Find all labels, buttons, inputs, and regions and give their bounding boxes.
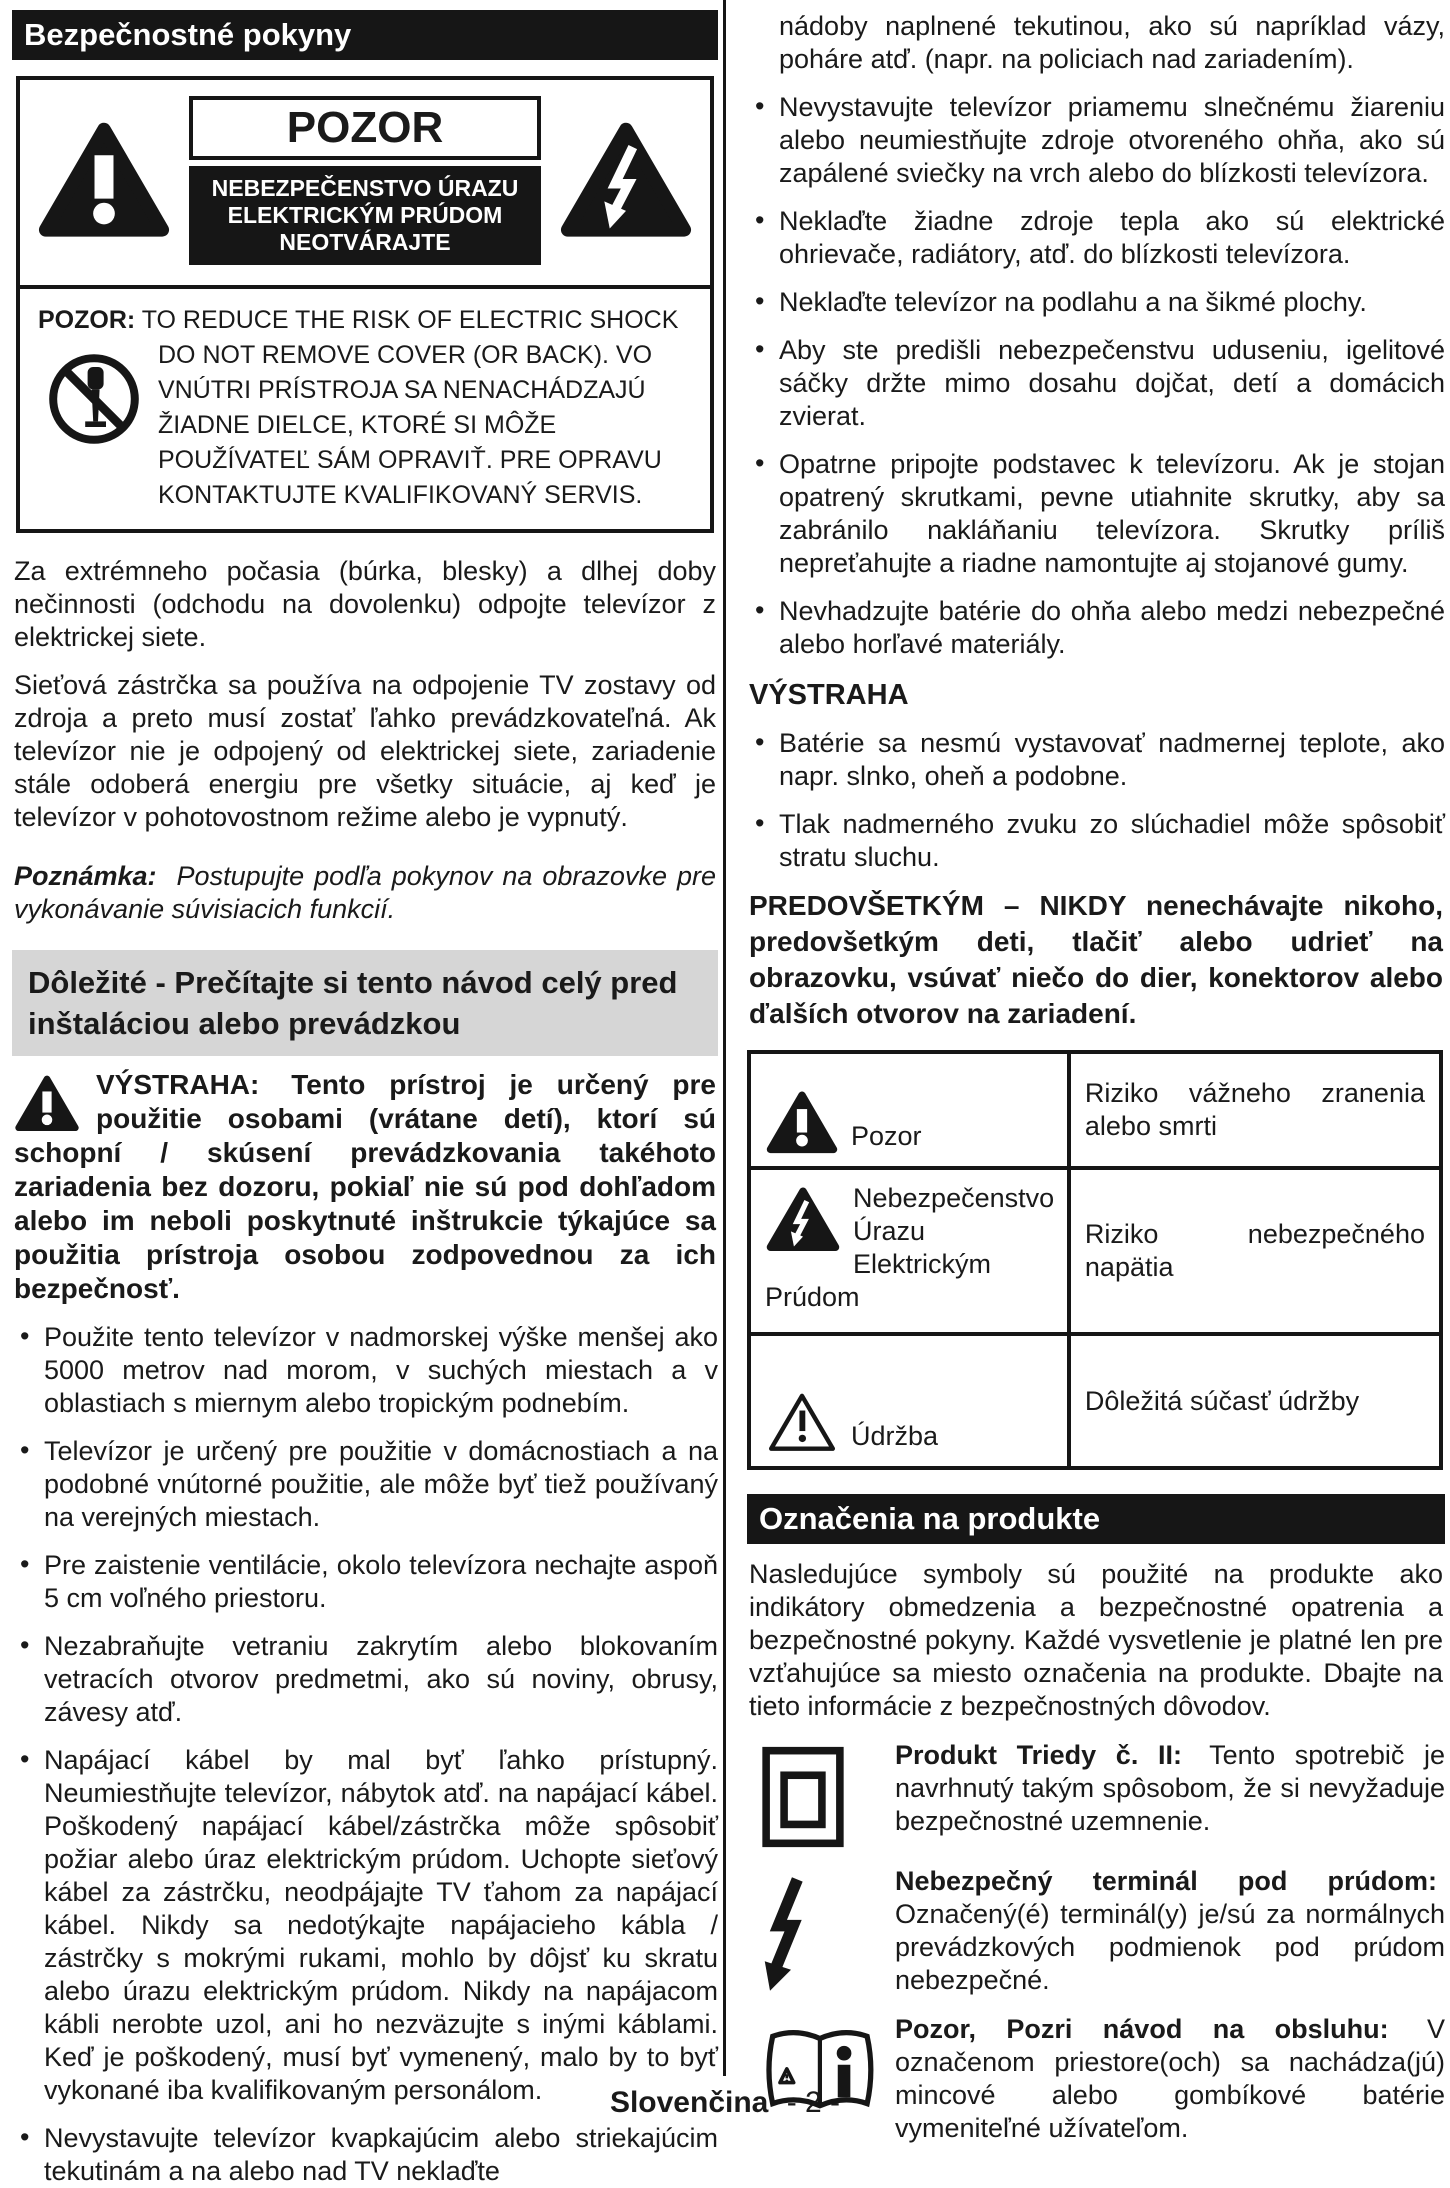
- exclamation-triangle-icon: [34, 120, 174, 242]
- section-title-markings: [747, 1494, 1445, 1544]
- paragraph-weather: Za extrémneho počasia (búrka, blesky) a dlhej doby nečinnosti (odchodu na dovolenku) odpojte televízor z elektrickej siete.: [14, 556, 716, 652]
- section-title-safety: [12, 10, 718, 60]
- list-item: • Batérie sa nesmú vystavovať nadmernej teplote, ako napr. slnko, oheň a podobne.: [747, 727, 1445, 793]
- product-symbol-row: [747, 1739, 1445, 1849]
- list-item: • Pre zaistenie ventilácie, okolo televízora nechajte aspoň 5 cm voľného priestoru.: [12, 1549, 718, 1615]
- class-ii-icon: [759, 1745, 847, 1849]
- electric-shock-warning-box: [16, 76, 714, 533]
- table-row: [751, 1170, 1439, 1336]
- danger-line: ELEKTRICKÝM PRÚDOM: [227, 202, 503, 228]
- table-cell-symbol: [751, 1336, 1071, 1466]
- note-paragraph: [14, 860, 716, 926]
- paragraph-mains-plug: Sieťová zástrčka sa používa na odpojenie TV zostavy od zdroja a preto musí zostať ľahko prevádzkovateľná. Ak televízor nie je odpojený od elektrickej siete, zariadenie stále odoberá energiu pre všetky situácie, aj keď je televízor v pohotovostnom režime alebo je vypnutý.: [14, 670, 716, 832]
- list-item: • Nezabraňujte vetraniu zakrytím alebo blokovaním vetracích otvorov predmetmi, ako sú noviny, obrusy, závesy atď.: [12, 1630, 718, 1729]
- list-item: • Nevystavujte televízor priamemu slnečnému žiareniu alebo neumiestňujte zdroje otvoreného ohňa, ako sú zapálené sviečky na vrch alebo do blízkosti televízora.: [747, 91, 1445, 190]
- caution-text: TO REDUCE THE RISK OF ELECTRIC SHOCK DO NOT REMOVE COVER (OR BACK). VO VNÚTRI PRÍSTROJA SA NENACHÁDZAJÚ ŽIADNE DIELCE, KTORÉ SI MÔŽE POUŽÍVATEĽ SÁM OPRAVIŤ. PRE OPRAVU KONTAKTUJTE KVALIFIKOVANÝ SERVIS.: [141, 306, 679, 509]
- emphasis-paragraph: PREDOVŠETKÝM – NIKDY nenechávajte nikoho, predovšetkým deti, tlačiť alebo udrieť na obrazovku, vsúvať niečo do dier, konektorov alebo ďalších otvorov na zariadení.: [749, 890, 1443, 1029]
- caution-label: POZOR:: [38, 306, 136, 334]
- warning-box-header: [20, 80, 710, 289]
- hazardous-live-terminal-icon: [759, 1871, 823, 1997]
- caution-triangle-icon: [765, 1090, 839, 1156]
- table-description-text: Riziko nebezpečného napätia: [1084, 1219, 1425, 1282]
- table-cell-symbol: [751, 1054, 1071, 1166]
- warning-text: Tento prístroj je určený pre použitie osobami (vrátane detí), ktorí sú schopní / skúsení prevádzkovania takéhoto zariadenia bez dozoru, pokiaľ nie sú pod dohľadom alebo im neboli poskytnuté inštrukcie týkajúce sa použitia prístroja osobou zodpovednou za ich bezpečnosť.: [14, 1069, 717, 1304]
- important-heading: Dôležité - Prečítajte si tento návod celý pred inštaláciou alebo prevádzkou: [12, 950, 718, 1056]
- symbol-label: Produkt Triedy č. II:: [895, 1740, 1182, 1770]
- list-item: • Opatrne pripojte podstavec k televízoru. Ak je stojan opatrený skrutkami, pevne utiahnite skrutky, aby sa zabránilo nakláňaniu televízora. Skrutky príliš nepreťahujte a riadne namontujte aj stojanové gumy.: [747, 448, 1445, 580]
- product-symbol-text: [895, 1865, 1445, 1997]
- no-user-serviceable-parts-icon: [46, 351, 142, 447]
- warning-box-center: [189, 96, 541, 265]
- list-item: • Nevystavujte televízor kvapkajúcim alebo striekajúcim tekutinám a na alebo nad TV neklaďte: [12, 2122, 718, 2188]
- left-column: [12, 10, 718, 2188]
- table-description-text: Dôležitá súčasť údržby: [1084, 1385, 1360, 1416]
- table-symbol-label: Údržba: [851, 1421, 939, 1451]
- right-column: [747, 8, 1445, 2145]
- list-item: • Napájací kábel by mal byť ľahko prístupný. Neumiestňujte televízor, nábytok atď. na napájací kábel. Poškodený napájací kábel/zástrčka môže spôsobiť požiar alebo úraz elektrickým prúdom. Uchopte sieťový kábel za zástrčku, neodpájajte TV ťahom za napájací kábel. Nikdy sa nedotýkajte napájacieho kábla / zástrčky s mokrými rukami, mohlo by dôjsť ku skratu alebo úrazu elektrickým prúdom. Nikdy na napájacom kábli nerobte uzol, ani ho nezväzujte s inými káblami. Keď je poškodený, musí byť vymenený, malo by to byť vykonané iba kvalifikovaným personálom.: [12, 1744, 718, 2107]
- table-symbol-label: Nebezpečenstvo Úrazu Elektrickým Prúdom: [765, 1183, 1055, 1312]
- pozor-title: POZOR: [189, 96, 541, 160]
- maintenance-triangle-icon: [765, 1390, 839, 1456]
- hazard-symbols-table: [747, 1050, 1443, 1470]
- product-symbol-row: [747, 1865, 1445, 1997]
- table-symbol-label: Pozor: [851, 1121, 922, 1151]
- continuation-paragraph: nádoby naplnené tekutinou, ako sú napríklad vázy, poháre atď. (napr. na policiach nad zariadením).: [779, 11, 1445, 74]
- table-cell-symbol: [751, 1170, 1071, 1332]
- warning-paragraph: [14, 1068, 716, 1306]
- symbol-label: Nebezpečný terminál pod prúdom:: [895, 1866, 1437, 1896]
- vystraha-heading: VÝSTRAHA: [749, 679, 909, 711]
- table-description-text: Riziko vážneho zranenia alebo smrti: [1084, 1078, 1425, 1141]
- product-symbol-row: [747, 2013, 1445, 2145]
- danger-label-box: [189, 166, 541, 265]
- table-cell-description: [1071, 1170, 1439, 1332]
- warning-box-caution-text: [20, 289, 710, 529]
- product-symbol-text: [895, 1739, 1445, 1849]
- list-item: • Použite tento televízor v nadmorskej výške menšej ako 5000 metrov nad morom, v suchých miestach a v oblastiach s miernym alebo tropickým podnebím.: [12, 1321, 718, 1420]
- markings-intro-paragraph: Nasledujúce symboly sú použité na produkte ako indikátory obmedzenia a bezpečnostné opatrenia a bezpečnostné pokyny. Každé vysvetlenie je platné len pre vzťahujúce sa miesto označenia na produkte. Dbajte na tieto informácie z bezpečnostných dôvodov.: [749, 1559, 1443, 1721]
- lightning-triangle-icon: [556, 120, 696, 242]
- table-row: [751, 1336, 1439, 1466]
- warning-triangle-icon: [14, 1074, 80, 1134]
- symbol-description: Tento spotrebič je navrhnutý takým spôsobom, že si nevyžaduje bezpečnostné uzemnenie.: [895, 1740, 1445, 1836]
- table-row: [751, 1054, 1439, 1170]
- list-item: • Neklaďte žiadne zdroje tepla ako sú elektrické ohrievače, radiátory, atď. do blízkosti televízora.: [747, 205, 1445, 271]
- section-title-text: Označenia na produkte: [759, 1501, 1101, 1536]
- list-item: • Neklaďte televízor na podlahu a na šikmé plochy.: [747, 286, 1445, 319]
- list-item: • Televízor je určený pre použitie v domácnostiach a na podobné vnútorné použitie, ale môže byť tiež používaný na verejných miestach.: [12, 1435, 718, 1534]
- danger-line: NEBEZPEČENSTVO ÚRAZU: [211, 175, 519, 201]
- symbol-description: Označený(é) terminál(y) je/sú za normálnych prevádzkových podmienok pod prúdom nebezpečné.: [895, 1899, 1445, 1995]
- list-item: • Aby ste predišli nebezpečenstvu uduseniu, igelitové sáčky držte mimo dosahu dojčat, detí a domácich zvierat.: [747, 334, 1445, 433]
- list-item: • Tlak nadmerného zvuku zo slúchadiel môže spôsobiť stratu sluchu.: [747, 808, 1445, 874]
- warning-label: VÝSTRAHA:: [96, 1069, 260, 1100]
- list-item: • Nevhadzujte batérie do ohňa alebo medzi nebezpečné alebo horľavé materiály.: [747, 595, 1445, 661]
- page-footer: [0, 2086, 1450, 2120]
- footer-page-number: - 2 -: [786, 2086, 841, 2119]
- footer-language: Slovenčina: [609, 2086, 769, 2119]
- product-symbol-text: [895, 2013, 1445, 2145]
- column-divider: [723, 0, 726, 2076]
- symbol-description: V označenom priestore(och) sa nachádza(jú) mincové alebo gombíkové batérie vymeniteľné užívateľom.: [895, 2014, 1445, 2143]
- table-cell-description: [1071, 1054, 1439, 1166]
- section-title-text: Bezpečnostné pokyny: [24, 17, 352, 52]
- danger-line: NEOTVÁRAJTE: [279, 229, 451, 255]
- table-cell-description: [1071, 1336, 1439, 1466]
- note-text: Postupujte podľa pokynov na obrazovke pre vykonávanie súvisiacich funkcií.: [14, 861, 716, 924]
- note-label: Poznámka:: [14, 861, 157, 891]
- symbol-label: Pozor, Pozri návod na obsluhu:: [895, 2014, 1389, 2044]
- electric-shock-triangle-icon: [765, 1186, 841, 1254]
